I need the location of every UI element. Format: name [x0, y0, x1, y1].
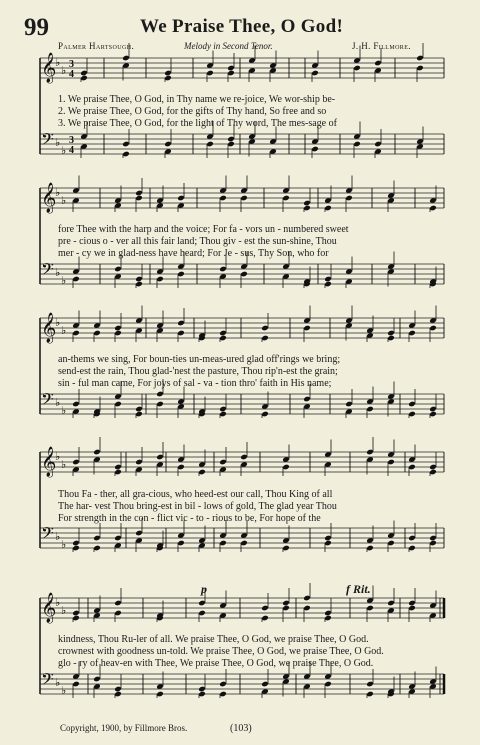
- svg-text:♭: ♭: [55, 450, 61, 463]
- svg-text:4: 4: [69, 69, 74, 80]
- composer-credit: J. H. Fillmore.: [352, 41, 411, 51]
- lyric-line: sin - ful man came, For joys of sal - va - tion thro' faith in His name;: [58, 378, 332, 389]
- svg-text:♭: ♭: [61, 324, 67, 337]
- svg-text:𝄞: 𝄞: [41, 447, 57, 477]
- svg-text:♭: ♭: [55, 676, 61, 689]
- forte-ritardando-marking: f Rit.: [346, 582, 371, 596]
- svg-text:♭: ♭: [61, 194, 67, 207]
- svg-text:𝄢: 𝄢: [41, 389, 54, 413]
- svg-text:𝄢: 𝄢: [41, 129, 54, 153]
- hymn-number: 99: [24, 14, 49, 41]
- page-number: (103): [230, 723, 252, 734]
- lyric-line: kindness, Thou Ru-ler of all. We praise Thee, O God, we praise Thee, O God.: [58, 634, 369, 645]
- lyric-line: 1. We praise Thee, O God, in Thy name we re-joice, We wor-ship be-: [58, 94, 336, 105]
- lyric-line: fore Thee with the harp and the voice; For fa - vors un - numbered sweet: [58, 224, 349, 235]
- svg-text:♭: ♭: [61, 604, 67, 617]
- svg-text:𝄞: 𝄞: [41, 183, 57, 213]
- lyric-line: crownest with goodness un-told. We praise Thee, O God, we praise Thee, O God.: [58, 646, 384, 657]
- svg-text:♭: ♭: [61, 684, 67, 697]
- svg-text:♭: ♭: [55, 596, 61, 609]
- svg-text:♭: ♭: [61, 274, 67, 287]
- svg-text:♭: ♭: [55, 396, 61, 409]
- lyric-line: pre - cious o - ver all this fair land; Thou giv - est the sun-shine, Thou: [58, 236, 337, 247]
- lyric-line: an-thems we sing, For boun-ties un-meas-ured glad off'rings we bring;: [58, 354, 341, 365]
- svg-text:𝄞: 𝄞: [41, 53, 57, 83]
- svg-text:𝄢: 𝄢: [41, 669, 54, 693]
- lyric-line: For strength in the con - flict vic - to - rious to be, For hope of the: [58, 513, 321, 524]
- lyric-line: 3. We praise Thee, O God, for the light of Thy word, The mes-sage of: [58, 118, 337, 129]
- hymn-title: We Praise Thee, O God!: [140, 16, 344, 37]
- svg-text:♭: ♭: [61, 404, 67, 417]
- svg-text:♭: ♭: [55, 56, 61, 69]
- lyricist-credit: Palmer Hartsough.: [58, 41, 135, 51]
- svg-text:3: 3: [69, 135, 74, 146]
- svg-text:♭: ♭: [55, 266, 61, 279]
- melody-note: Melody in Second Tenor.: [184, 41, 273, 51]
- svg-text:♭: ♭: [61, 144, 67, 157]
- svg-text:𝄢: 𝄢: [41, 523, 54, 547]
- lyric-line: 2. We praise Thee, O God, for the gifts of Thy hand, So free and so: [58, 106, 327, 117]
- copyright-notice: Copyright, 1900, by Fillmore Bros.: [60, 723, 188, 733]
- dynamic-piano-marking: p: [201, 582, 207, 596]
- svg-text:♭: ♭: [55, 136, 61, 149]
- lyric-line: mer - cy we in glad-ness have heard; For Je - sus, Thy Son, who for: [58, 248, 329, 259]
- svg-text:𝄢: 𝄢: [41, 259, 54, 283]
- svg-text:♭: ♭: [55, 316, 61, 329]
- svg-text:♭: ♭: [61, 538, 67, 551]
- svg-text:𝄞: 𝄞: [41, 313, 57, 343]
- svg-text:4: 4: [69, 145, 74, 156]
- svg-text:♭: ♭: [61, 458, 67, 471]
- svg-text:𝄞: 𝄞: [41, 593, 57, 623]
- lyric-line: send-est the rain, Thou glad-'nest the pasture, Thou rip'n-est the grain;: [58, 366, 338, 377]
- lyric-line: glo - ry of heav-en with Thee, We praise Thee, O God, we praise Thee, O God.: [58, 658, 374, 669]
- svg-text:♭: ♭: [61, 64, 67, 77]
- svg-text:♭: ♭: [55, 186, 61, 199]
- svg-text:♭: ♭: [55, 530, 61, 543]
- lyric-line: Thou Fa - ther, all gra-cious, who heed-est our call, Thou King of all: [58, 489, 333, 500]
- svg-text:3: 3: [69, 59, 74, 70]
- lyric-line: The har- vest Thou bring-est in bil - lows of gold, The glad year Thou: [58, 501, 337, 512]
